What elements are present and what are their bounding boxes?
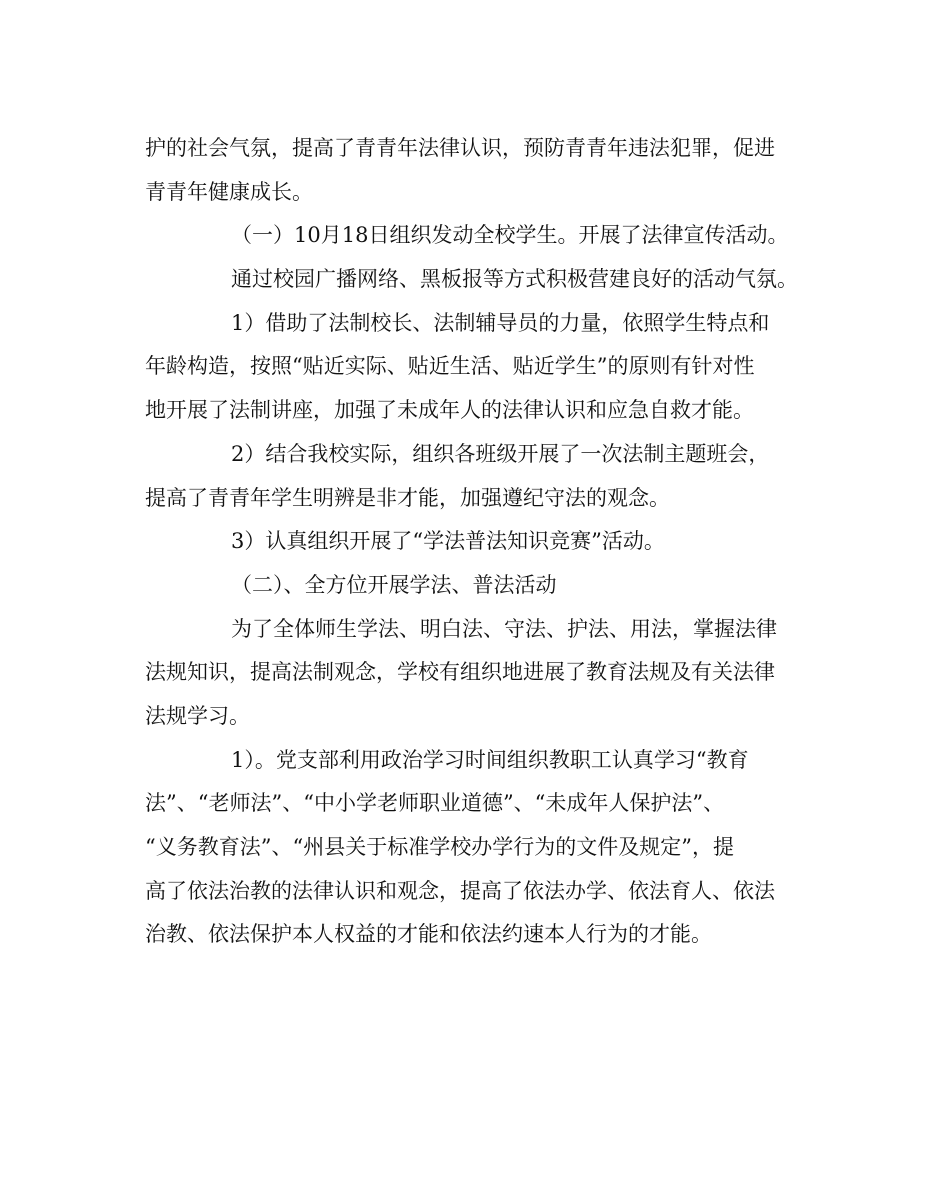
text-line-1: 护的社会气氛，提高了青青年法律认识，预防青青年违法犯罪，促进 <box>145 136 775 160</box>
text-line-10: 3）认真组织开展了“学法普法知识竞赛”活动。 <box>231 529 665 554</box>
section-heading-1: （一）10月18日组织发动全校学生。开展了法律宣传活动。 <box>231 223 789 248</box>
text-line-15: 1）。党支部利用政治学习时间组织教职工认真学习“教育 <box>231 747 749 772</box>
text-line-12: 为了全体师生学法、明白法、守法、护法、用法，掌握法律 <box>231 616 777 641</box>
text-line-13: 法规知识，提高法制观念，学校有组织地进展了教育法规及有关法律 <box>145 660 775 685</box>
section-heading-2: （二）、全方位开展学法、普法活动 <box>231 572 557 597</box>
text-line-7: 地开展了法制讲座，加强了未成年人的法律认识和应急自救才能。 <box>145 398 754 423</box>
document-body <box>145 127 815 957</box>
text-line-8: 2）结合我校实际，组织各班级开展了一次法制主题班会， <box>231 441 770 466</box>
text-line-9: 提高了青青年学生明辨是非才能，加强遵纪守法的观念。 <box>145 485 670 510</box>
text-line-19: 治教、依法保护本人权益的才能和依法约速本人行为的才能。 <box>145 922 712 947</box>
text-line-4: 通过校园广播网络、黑板报等方式积极营建良好的活动气氛。 <box>231 267 798 292</box>
text-line-14: 法规学习。 <box>145 703 250 728</box>
text-line-2: 青青年健康成长。 <box>145 179 313 204</box>
text-line-17: “义务教育法”、“州县关于标准学校办学行为的文件及规定”，提 <box>145 835 734 859</box>
text-line-18: 高了依法治教的法律认识和观念，提高了依法办学、依法育人、依法 <box>145 878 775 903</box>
text-line-5: 1）借助了法制校长、法制辅导员的力量，依照学生特点和 <box>231 310 770 335</box>
text-line-16: 法”、“老师法”、“中小学老师职业道德”、“未成年人保护法”、 <box>145 791 725 816</box>
text-line-6: 年龄构造，按照“贴近实际、贴近生活、贴近学生”的原则有针对性 <box>145 354 755 379</box>
